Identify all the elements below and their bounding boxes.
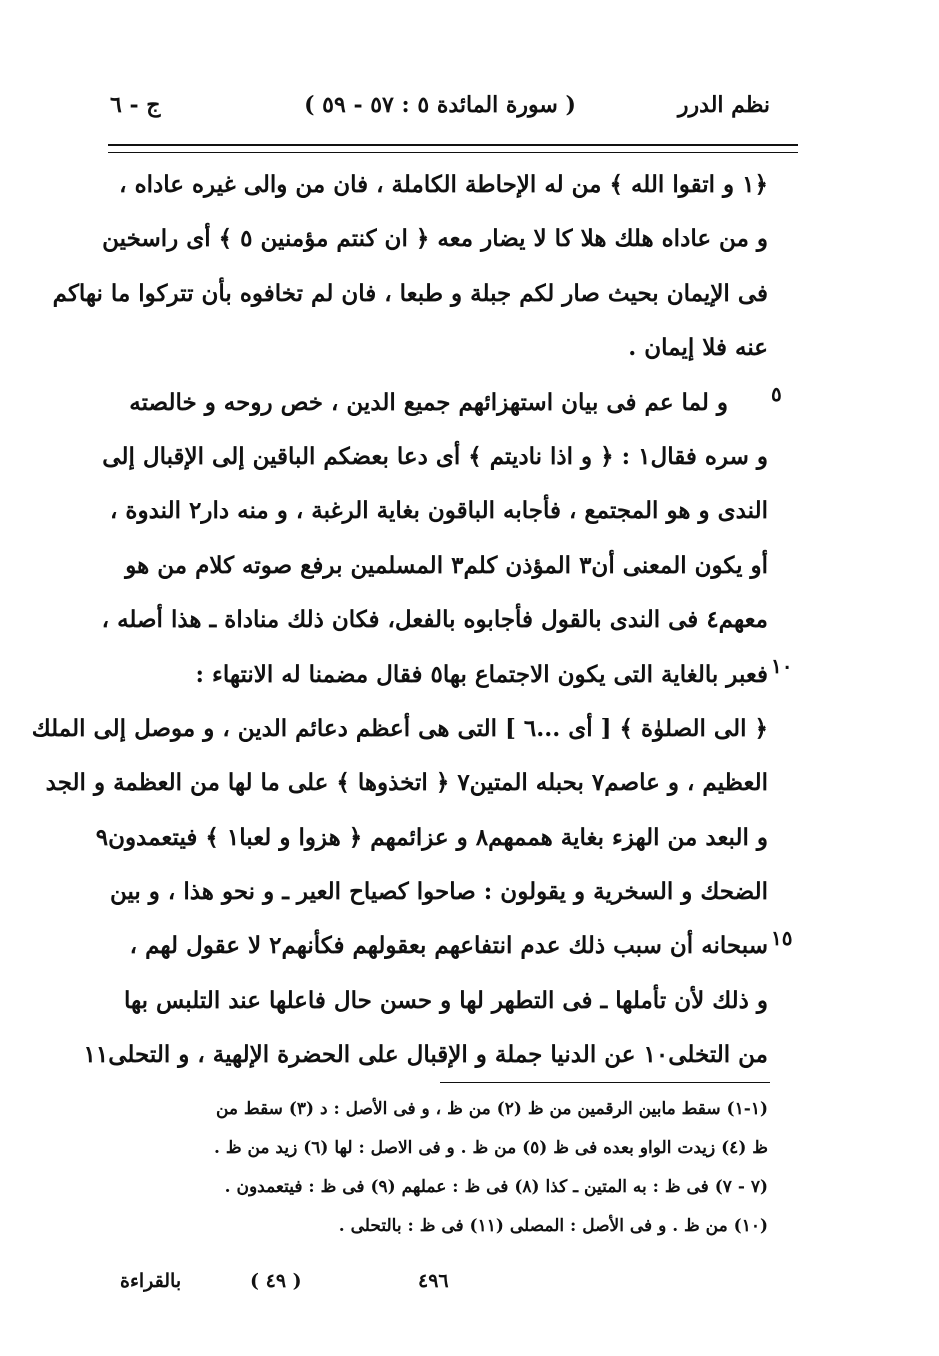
text-line: العظيم ، و عاصم٧ بحبله المتين٧ ﴿ اتخذوها ﴾ على ما لها من العظمة و الجد <box>45 769 768 797</box>
header-divider <box>108 144 798 153</box>
text-line: و سره فقال١ : ﴿ و اذا ناديتم ﴾ أى دعا بعضكم الباقين إلى الإقبال إلى <box>102 442 768 470</box>
text-line: فعبر بالغاية التى يكون الاجتماع بها٥ فقال مضمنا له الانتهاء : <box>195 660 768 688</box>
text-line: من التخلى١٠ عن الدنيا جملة و الإقبال على الحضرة الإلهية ، و التحلى١١ <box>83 1041 768 1069</box>
footnote-line: (٧ - ٧) فى ظ : به المتين ـ كذا (٨) فى ظ : عملهم (٩) فى ظ : فيتعمدون . <box>224 1177 768 1197</box>
main-text-block <box>31 158 768 1083</box>
page-footer <box>108 1270 768 1306</box>
footnote-line: ظ (٤) زيدت الواو بعده فى ظ (٥) من ظ . و فى الاصل : لها (٦) زيد من ظ . <box>213 1138 768 1158</box>
text-line: و لما عم فى بيان استهزائهم جميع الدين ، خص روحه و خالصته <box>129 388 728 416</box>
book-title: نظم الدرر <box>677 92 770 118</box>
text-line: ﴿١ و اتقوا الله ﴾ من له الإحاطة الكاملة ، فان من والى غيره عاداه ، <box>119 171 768 198</box>
text-line: معهم٤ فى الندى بالقول فأجابوه بالفعل، فكان ذلك مناداة ـ هذا أصله ، <box>101 606 768 634</box>
signature-mark: ( ٤٩ ) <box>250 1270 302 1292</box>
text-line: ﴿ الى الصلوٰة ﴾ [ أى ...٦ ] التى هى أعظم دعائم الدين ، و موصل إلى الملك <box>31 714 768 742</box>
footnote-line: (١٠) من ظ . و فى الأصل : المصلى (١١) فى ظ : بالتحلى . <box>338 1216 768 1236</box>
text-line: عنه فلا إيمان . <box>628 334 768 362</box>
catchword: بالقراءة <box>120 1270 182 1292</box>
volume-number: ج - ٦ <box>110 92 161 118</box>
footnote-line: (١-١) سقط مابين الرقمين من ظ (٢) من ظ ، و فى الأصل : د (٣) سقط من <box>215 1099 768 1119</box>
running-header <box>110 92 770 132</box>
footnote-divider <box>440 1082 770 1083</box>
line-number-5: ٥ <box>771 382 782 406</box>
text-line: الضحك و السخرية و يقولون : صاحوا كصياح العير ـ و نحو هذا ، و بين <box>109 878 768 906</box>
text-line: أو يكون المعنى أن٣ المؤذن كلم٣ المسلمين برفع صوته كلام من هو <box>125 551 768 579</box>
line-number-15: ١٥ <box>771 926 793 950</box>
text-line: و من عاداه هلك هلا كا لا يضار معه ﴿ ان كنتم مؤمنين ٥ ﴾ أى راسخين <box>102 225 768 253</box>
text-line: الندى و هو المجتمع ، فأجابه الباقون بغاية الرغبة ، و منه دار٢ الندوة ، <box>110 497 768 525</box>
footnotes-block <box>108 1090 768 1246</box>
line-number-10: ١٠ <box>771 654 793 678</box>
page-number: ٤٩٦ <box>418 1270 449 1292</box>
text-line: فى الإيمان بحيث صار لكم جبلة و طبعا ، فان لم تخافوه بأن تتركوا ما نهاكم <box>52 279 768 307</box>
text-line: و البعد من الهزء بغاية هممهم٨ و عزائمهم ﴿ هزوا و لعبا١ ﴾ فيتعمدون٩ <box>95 823 768 851</box>
surah-reference: ( سورة المائدة ٥ : ٥٧ - ٥٩ ) <box>304 92 576 118</box>
text-line: و ذلك لأن تأملها ـ فى التطهر لها و حسن حال فاعلها عند التلبس بها <box>123 986 768 1014</box>
text-line: سبحانه أن سبب ذلك عدم انتفاعهم بعقولهم فكأنهم٢ لا عقول لهم ، <box>129 932 768 960</box>
